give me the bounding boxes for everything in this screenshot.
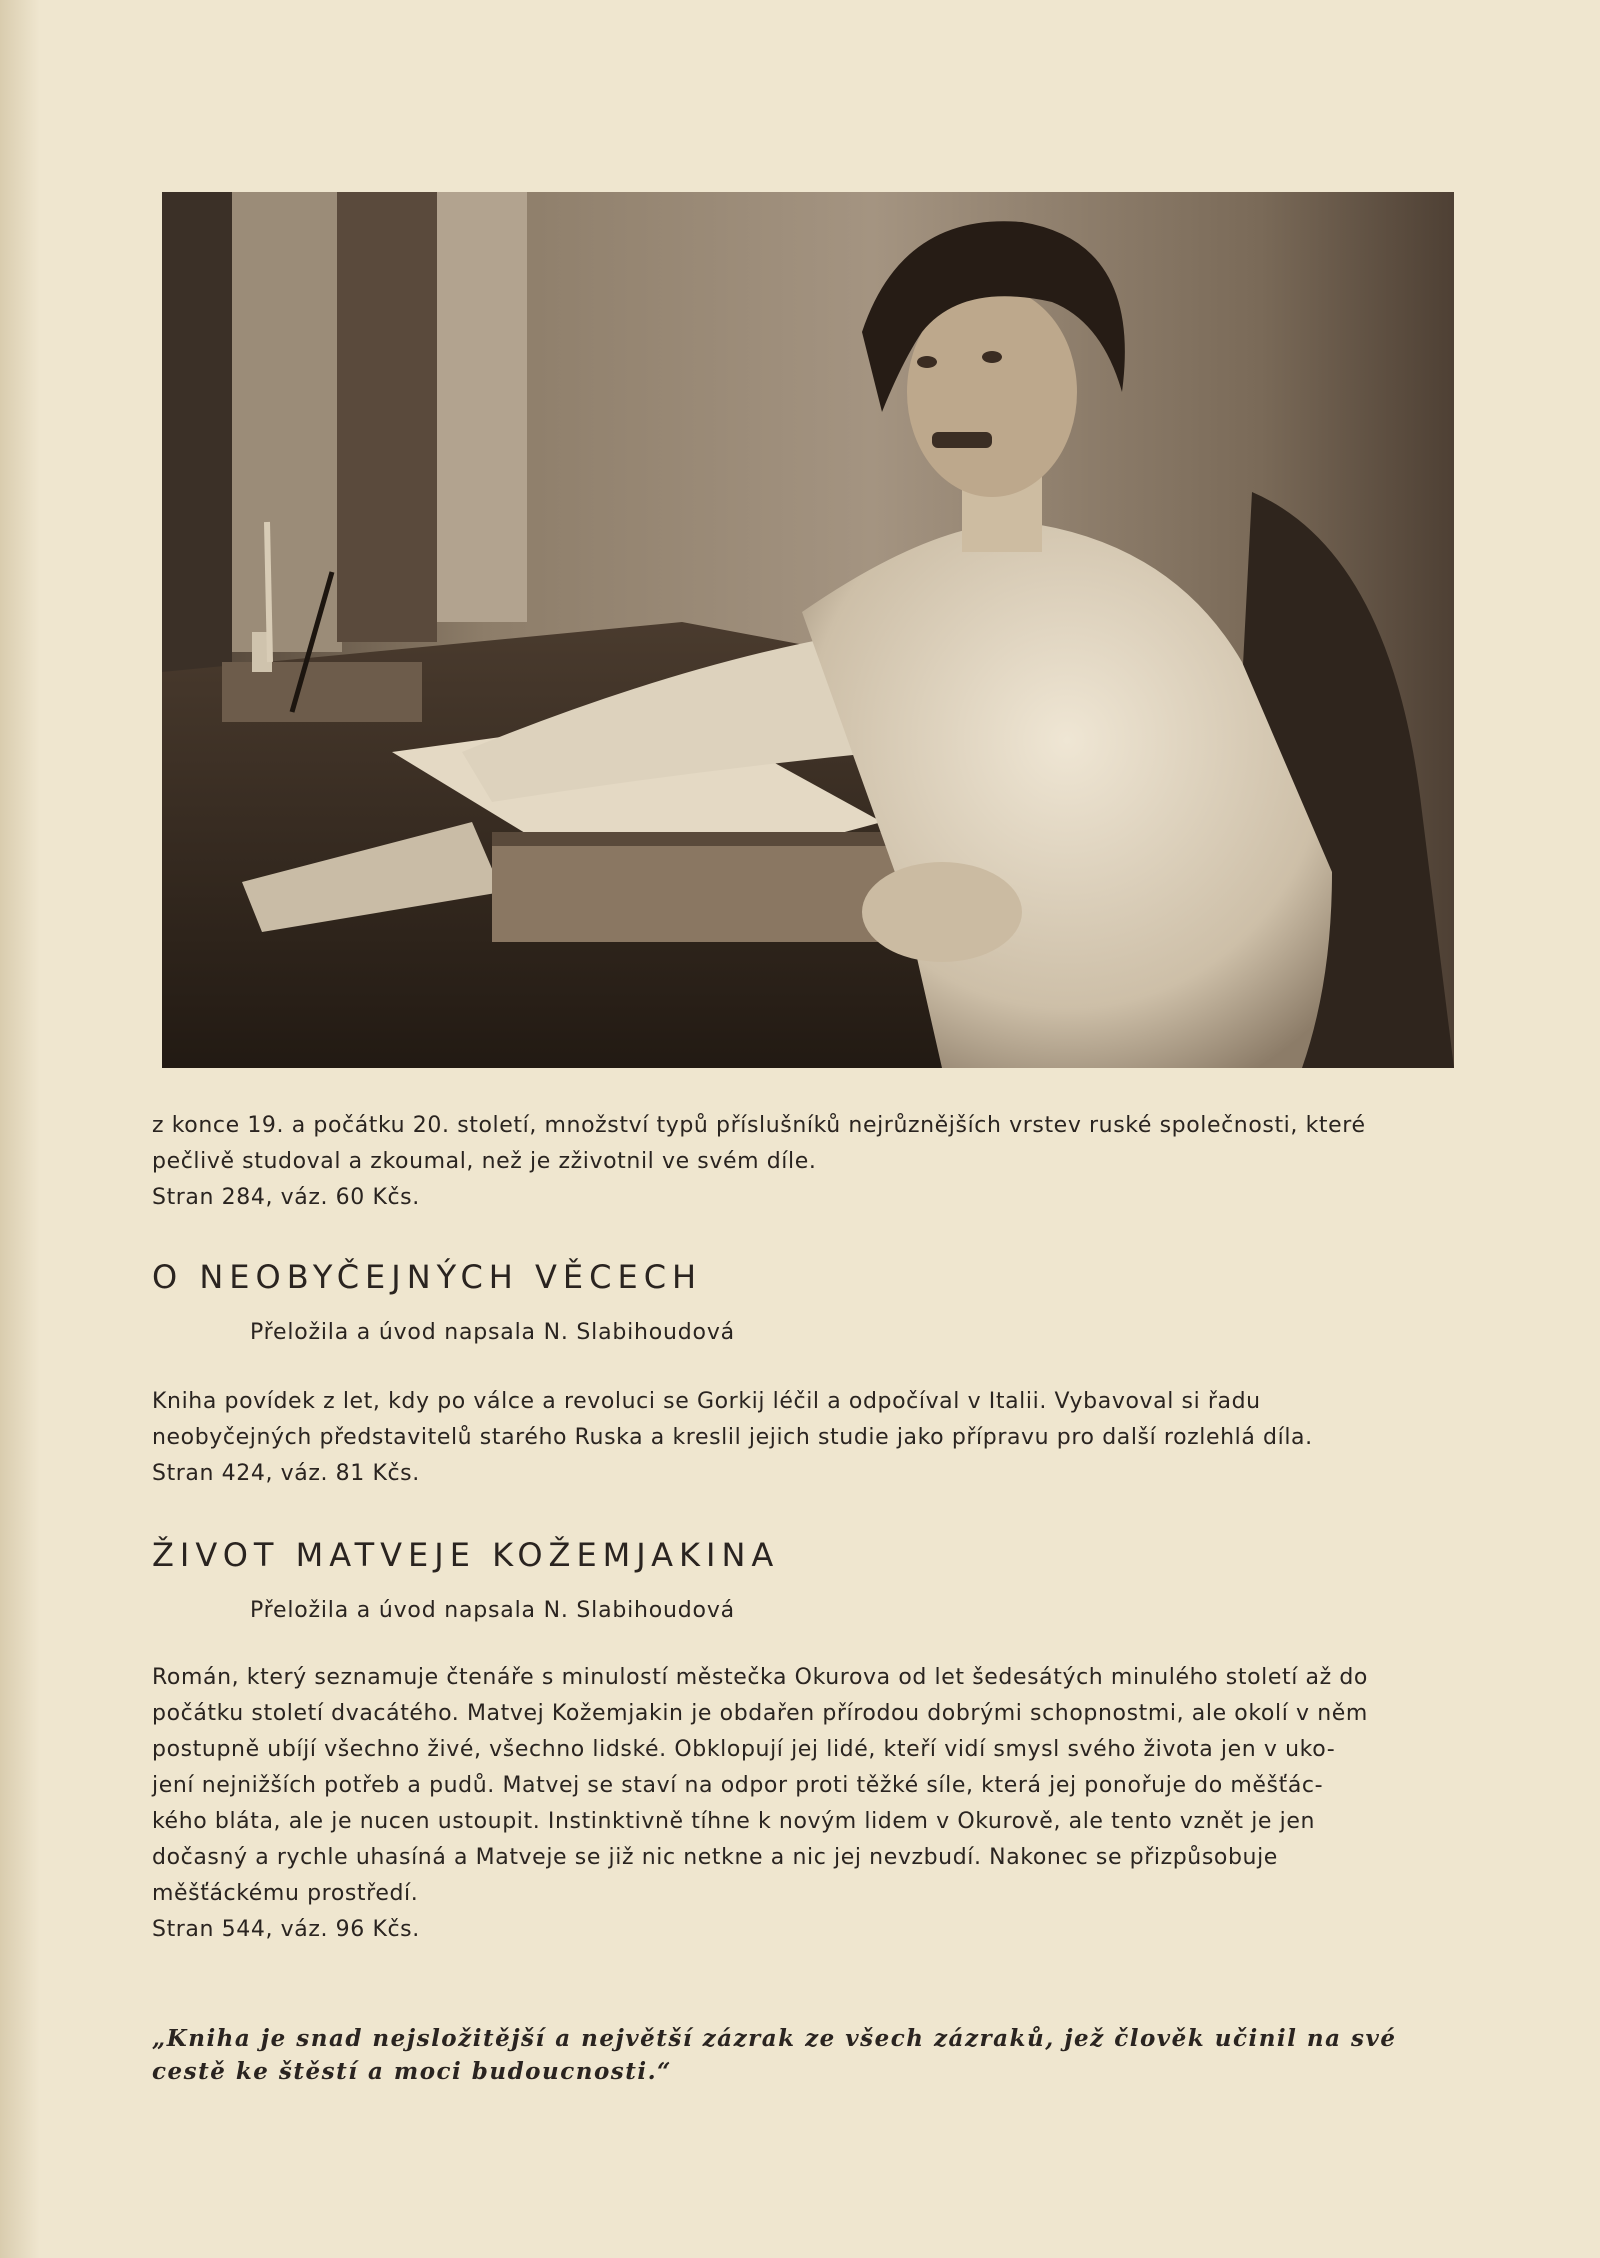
book-description [152,1660,1456,1948]
intro-line: pečlivě studoval a zkoumal, než je zživotnil ve svém díle. [152,1149,817,1174]
translator-credit: Přeložila a úvod napsala N. Slabihoudová [250,1320,735,1345]
description-line: Román, který seznamuje čtenáře s minulostí městečka Okurova od let šedesátých minulého století až do [152,1665,1368,1690]
description-line: jení nejnižších potřeb a pudů. Matvej se staví na odpor proti těžké síle, která jej ponořuje do měšťác- [152,1773,1324,1798]
intro-book-info: Stran 284, váz. 60 Kčs. [152,1185,420,1210]
description-line: Kniha povídek z let, kdy po válce a revoluci se Gorkij léčil a odpočíval v Italii. Vybavoval si řadu [152,1389,1261,1414]
intro-paragraph [152,1108,1456,1216]
description-line: dočasný a rychle uhasíná a Matveje se již nic netkne a nic jej nevzbudí. Nakonec se přizpůsobuje [152,1845,1278,1870]
translator-credit: Přeložila a úvod napsala N. Slabihoudová [250,1598,735,1623]
portrait-photo [162,192,1454,1068]
book-title: ŽIVOT MATVEJE KOŽEMJAKINA [152,1536,780,1574]
quote-line: „Kniha je snad nejsložitější a největší zázrak ze všech zázraků, jež člověk učinil na své [152,2025,1397,2052]
book-info: Stran 424, váz. 81 Kčs. [152,1461,420,1486]
quote-line: cestě ke štěstí a moci budoucnosti.“ [152,2058,672,2085]
book-info: Stran 544, váz. 96 Kčs. [152,1917,420,1942]
book-description [152,1384,1456,1492]
intro-line: z konce 19. a počátku 20. století, množství typů příslušníků nejrůznějších vrstev ruské společnosti, které [152,1113,1366,1138]
book-title: O NEOBYČEJNÝCH VĚCECH [152,1258,703,1296]
portrait-photo-drawing [162,192,1454,1068]
description-line: měšťáckému prostředí. [152,1881,419,1906]
description-line: kého bláta, ale je nucen ustoupit. Instinktivně tíhne k novým lidem v Okurově, ale tento vznět je jen [152,1809,1316,1834]
description-line: neobyčejných představitelů starého Ruska a kreslil jejich studie jako přípravu pro další rozlehlá díla. [152,1425,1313,1450]
closing-quote [152,2022,1456,2088]
page-edge-shadow [0,0,40,2258]
description-line: postupně ubíjí všechno živé, všechno lidské. Obklopují jej lidé, kteří vidí smysl svého života jen v uko- [152,1737,1336,1762]
description-line: počátku století dvacátého. Matvej Kožemjakin je obdařen přírodou dobrými schopnostmi, ale okolí v něm [152,1701,1368,1726]
